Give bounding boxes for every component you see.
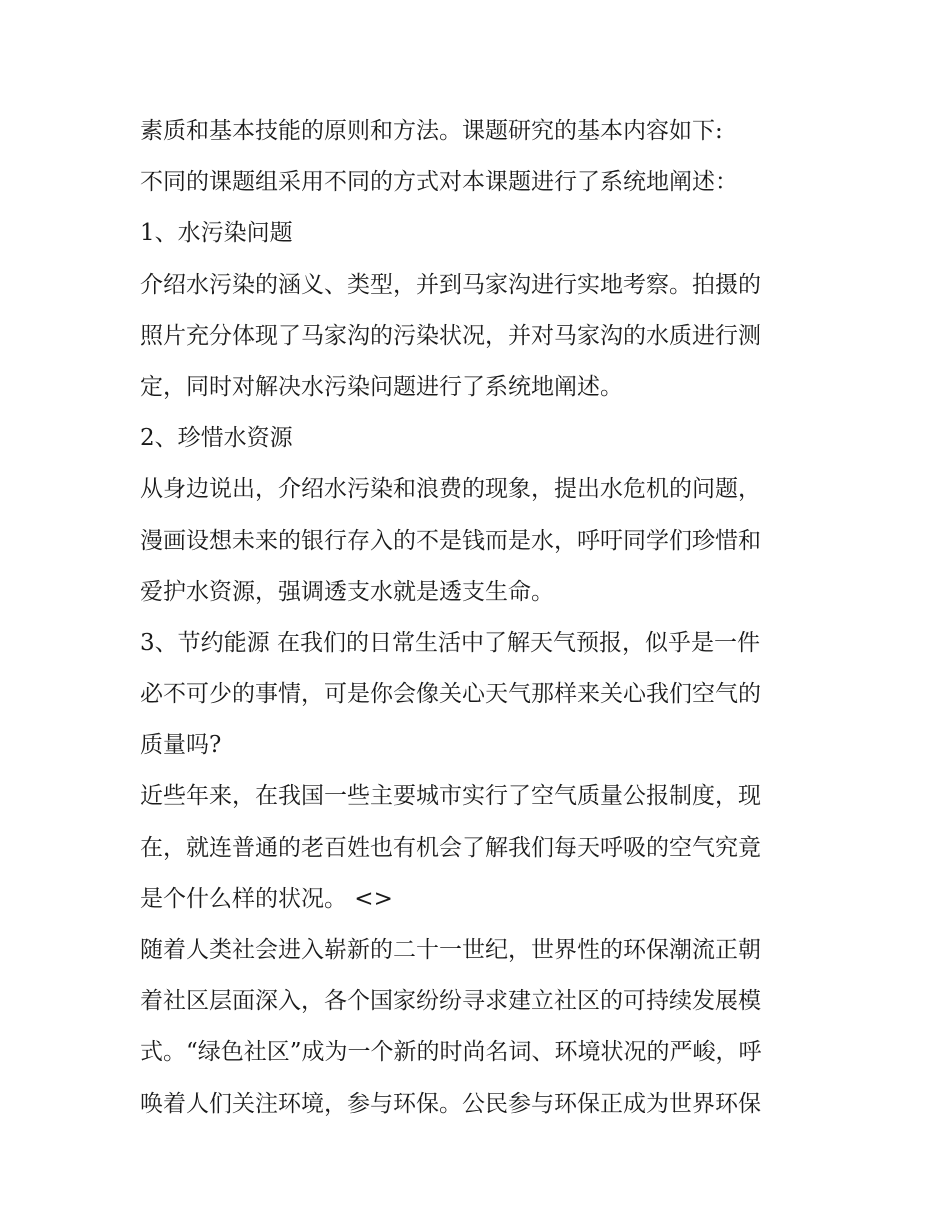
text-line: 爱护水资源，强调透支水就是透支生命。 bbox=[140, 578, 554, 605]
text-line: 从身边说出，介绍水污染和浪费的现象，提出水危机的问题， bbox=[140, 476, 761, 503]
section-heading: 3、节约能源 在我们的日常生活中了解天气预报，似乎是一件 bbox=[140, 629, 760, 656]
text-line: 质量吗? bbox=[140, 732, 222, 759]
text-line: 是个什么样的状况。 <> bbox=[140, 885, 393, 912]
text-line: 不同的课题组采用不同的方式对本课题进行了系统地阐述： bbox=[140, 169, 738, 196]
text-line: 介绍水污染的涵义、类型，并到马家沟进行实地考察。拍摄的 bbox=[140, 271, 761, 298]
text-line: 定，同时对解决水污染问题进行了系统地阐述。 bbox=[140, 373, 623, 400]
text-line: 近些年来，在我国一些主要城市实行了空气质量公报制度，现 bbox=[140, 783, 761, 810]
text-line: 漫画设想未来的银行存入的不是钱而是水，呼吁同学们珍惜和 bbox=[140, 527, 761, 554]
text-line: 必不可少的事情，可是你会像关心天气那样来关心我们空气的 bbox=[140, 681, 761, 708]
section-heading: 2、珍惜水资源 bbox=[140, 425, 293, 452]
document-body bbox=[140, 106, 820, 1130]
text-line: 照片充分体现了马家沟的污染状况，并对马家沟的水质进行测 bbox=[140, 322, 761, 349]
text-line: 式。“绿色社区”成为一个新的时尚名词、环境状况的严峻，呼 bbox=[140, 1039, 762, 1066]
section-heading: 1、水污染问题 bbox=[140, 220, 293, 247]
text-line: 着社区层面深入，各个国家纷纷寻求建立社区的可持续发展模 bbox=[140, 988, 761, 1015]
text-line: 素质和基本技能的原则和方法。课题研究的基本内容如下: bbox=[140, 118, 723, 144]
text-line: 唤着人们关注环境，参与环保。公民参与环保正成为世界环保 bbox=[140, 1090, 761, 1117]
text-line: 在，就连普通的老百姓也有机会了解我们每天呼吸的空气究竟 bbox=[140, 834, 761, 861]
text-line: 随着人类社会进入崭新的二十一世纪，世界性的环保潮流正朝 bbox=[140, 937, 761, 963]
